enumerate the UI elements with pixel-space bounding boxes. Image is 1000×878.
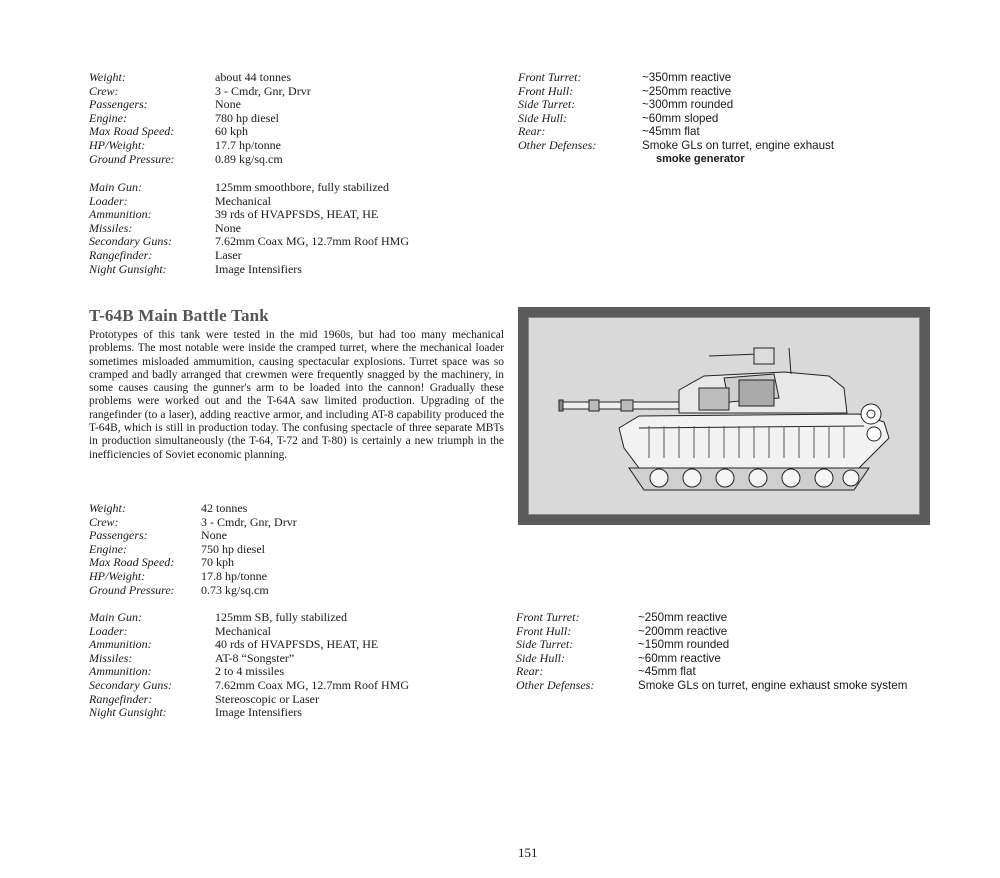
spec-row	[516, 665, 907, 679]
spec-value: ~45mm flat	[642, 125, 700, 139]
spec-row	[516, 611, 907, 625]
spec-value: None	[201, 528, 227, 543]
spec-value: Smoke GLs on turret, engine exhaust	[642, 138, 835, 152]
spec-label: Rangefinder:	[89, 247, 153, 262]
spec-row	[89, 584, 297, 598]
spec-value: 780 hp diesel	[215, 110, 279, 125]
spec-row	[89, 181, 409, 195]
t64b-weapon-specs	[89, 611, 409, 720]
spec-value: 70 kph	[201, 555, 234, 570]
spec-row	[89, 249, 409, 263]
spec-label: Passengers:	[89, 97, 148, 112]
spec-value: 60 kph	[215, 124, 248, 139]
spec-value: None	[215, 220, 241, 235]
spec-row	[89, 556, 297, 570]
spec-row	[89, 625, 409, 639]
spec-label: Ground Pressure:	[89, 151, 175, 166]
spec-label: Missiles:	[89, 650, 133, 665]
spec-row	[89, 263, 409, 277]
spec-value: 0.89 kg/sq.cm	[215, 151, 283, 166]
armor-continuation-text: smoke generator	[656, 153, 745, 165]
t64a-mobility-specs	[89, 71, 311, 166]
spec-row	[89, 611, 409, 625]
spec-label: Front Hull:	[518, 83, 574, 98]
spec-value: 3 - Cmdr, Gnr, Drvr	[215, 83, 311, 98]
spec-label: Weight:	[89, 70, 126, 84]
spec-row	[89, 570, 297, 584]
spec-value: ~200mm reactive	[638, 624, 728, 638]
spec-label: Other Defenses:	[516, 677, 595, 692]
spec-label: Side Turret:	[518, 97, 576, 112]
spec-row	[89, 153, 311, 167]
spec-row	[89, 222, 409, 236]
spec-label: Front Hull:	[516, 623, 572, 638]
spec-label: Engine:	[89, 110, 127, 125]
spec-row	[89, 98, 311, 112]
spec-label: Crew:	[89, 83, 119, 98]
spec-label: Passengers:	[89, 528, 148, 543]
spec-label: Rear:	[516, 664, 544, 679]
spec-value: ~150mm rounded	[638, 638, 730, 652]
spec-label: Ground Pressure:	[89, 582, 175, 597]
tank-illustration-frame	[518, 307, 930, 525]
spec-label: HP/Weight:	[89, 568, 146, 583]
spec-label: HP/Weight:	[89, 137, 146, 152]
t64a-armor-continuation	[642, 153, 745, 167]
spec-row	[516, 679, 907, 693]
spec-row	[89, 529, 297, 543]
spec-row	[89, 652, 409, 666]
spec-label: Crew:	[89, 514, 119, 529]
spec-value: ~60mm sloped	[642, 111, 719, 125]
spec-label: Side Hull:	[518, 110, 567, 125]
spec-value: 7.62mm Coax MG, 12.7mm Roof HMG	[215, 677, 410, 692]
spec-row	[89, 125, 311, 139]
spec-row	[89, 112, 311, 126]
spec-label: Front Turret:	[516, 610, 580, 624]
spec-label: Max Road Speed:	[89, 555, 175, 570]
tank-side-view-illustration	[529, 318, 919, 514]
spec-row	[89, 502, 297, 516]
spec-row	[518, 112, 834, 126]
spec-value: 39 rds of HVAPFSDS, HEAT, HE	[215, 207, 379, 222]
spec-label: Loader:	[89, 623, 128, 638]
spec-label: Max Road Speed:	[89, 124, 175, 139]
spec-row	[518, 98, 834, 112]
spec-row	[89, 638, 409, 652]
spec-label: Side Hull:	[516, 650, 565, 665]
spec-value: 42 tonnes	[201, 501, 248, 515]
spec-value: Mechanical	[215, 623, 271, 638]
spec-row	[89, 693, 409, 707]
spec-label: Night Gunsight:	[89, 705, 167, 720]
spec-row	[89, 195, 409, 209]
spec-value: ~350mm reactive	[642, 71, 732, 84]
spec-label: Front Turret:	[518, 70, 582, 84]
spec-value: 125mm SB, fully stabilized	[215, 610, 347, 624]
spec-value: AT-8 “Songster”	[215, 650, 295, 665]
page-number: 151	[518, 845, 538, 860]
spec-label: Rear:	[518, 124, 546, 139]
spec-row	[89, 516, 297, 530]
spec-label: Secondary Guns:	[89, 677, 172, 692]
spec-label: Ammunition:	[89, 637, 152, 652]
spec-value: Mechanical	[215, 193, 271, 208]
spec-value: Laser	[215, 247, 242, 262]
spec-value: 0.73 kg/sq.cm	[201, 582, 269, 597]
spec-label: Side Turret:	[516, 637, 574, 652]
spec-value: ~300mm rounded	[642, 98, 734, 112]
spec-row	[518, 71, 834, 85]
spec-label: Missiles:	[89, 220, 133, 235]
spec-label: Main Gun:	[89, 610, 142, 624]
spec-value: Smoke GLs on turret, engine exhaust smoke system	[638, 678, 908, 692]
t64a-weapon-specs	[89, 181, 409, 276]
spec-value: 3 - Cmdr, Gnr, Drvr	[201, 514, 297, 529]
tank-illustration-panel	[528, 317, 920, 515]
spec-label: Rangefinder:	[89, 691, 153, 706]
spec-value: ~250mm reactive	[642, 84, 732, 98]
spec-value: 2 to 4 missiles	[215, 664, 285, 679]
spec-label: Loader:	[89, 193, 128, 208]
spec-row	[89, 139, 311, 153]
spec-value: 17.8 hp/tonne	[201, 568, 267, 583]
spec-label: Engine:	[89, 541, 127, 556]
spec-row	[89, 665, 409, 679]
spec-row	[89, 71, 311, 85]
spec-value: 7.62mm Coax MG, 12.7mm Roof HMG	[215, 234, 410, 249]
section-title: T-64B Main Battle Tank	[89, 306, 269, 325]
spec-label: Secondary Guns:	[89, 234, 172, 249]
spec-row	[516, 625, 907, 639]
spec-label: Main Gun:	[89, 180, 142, 194]
section-description: Prototypes of this tank were tested in the mid 1960s, but had too many mechanical problems. The most notable were inside the cramped turret, where the mechanical loader sometimes misloaded ammumition, causing spectacular explosions. Turret space was so cramped and badly arranged that crewmen were frequently snagged by the machinery, in some causes causing the gunner's arm to be loaded into the cannon! Gradually these problems were worked out and the T-64A saw limited production. Upgrading of the rangefinder (to a laser), adding reactive armor, and including AT-8 capability produced the T-64B, which is still in production today. The confusing spectacle of three separate MBTs in production simultaneously (the T-64, T-72 and T-80) is certainly a new triumph in the inefficiencies of Soviet economic planning.	[89, 329, 504, 461]
spec-row	[89, 706, 409, 720]
spec-value: 17.7 hp/tonne	[215, 137, 281, 152]
spec-row	[89, 543, 297, 557]
spec-label: Night Gunsight:	[89, 261, 167, 276]
spec-label: Ammunition:	[89, 207, 152, 222]
spec-row	[518, 125, 834, 139]
spec-row	[89, 679, 409, 693]
t64a-armor-specs	[518, 71, 834, 153]
t64b-mobility-specs	[89, 502, 297, 597]
spec-row	[89, 235, 409, 249]
spec-label: Ammunition:	[89, 664, 152, 679]
spec-value: ~60mm reactive	[638, 651, 721, 665]
spec-value: Stereoscopic or Laser	[215, 691, 319, 706]
spec-value: ~45mm flat	[638, 665, 696, 679]
spec-row	[516, 652, 907, 666]
spec-value: 750 hp diesel	[201, 541, 265, 556]
spec-row	[516, 638, 907, 652]
spec-row	[89, 85, 311, 99]
spec-value: about 44 tonnes	[215, 70, 291, 84]
spec-value: 40 rds of HVAPFSDS, HEAT, HE	[215, 637, 379, 652]
spec-row	[89, 208, 409, 222]
spec-value: Image Intensifiers	[215, 261, 302, 276]
spec-row	[518, 139, 834, 153]
t64b-armor-specs	[516, 611, 907, 693]
spec-value: 125mm smoothbore, fully stabilized	[215, 180, 389, 194]
spec-value: None	[215, 97, 241, 112]
spec-value: Image Intensifiers	[215, 705, 302, 720]
spec-row	[518, 85, 834, 99]
spec-label: Weight:	[89, 501, 126, 515]
spec-value: ~250mm reactive	[638, 611, 728, 624]
spec-label: Other Defenses:	[518, 137, 597, 152]
